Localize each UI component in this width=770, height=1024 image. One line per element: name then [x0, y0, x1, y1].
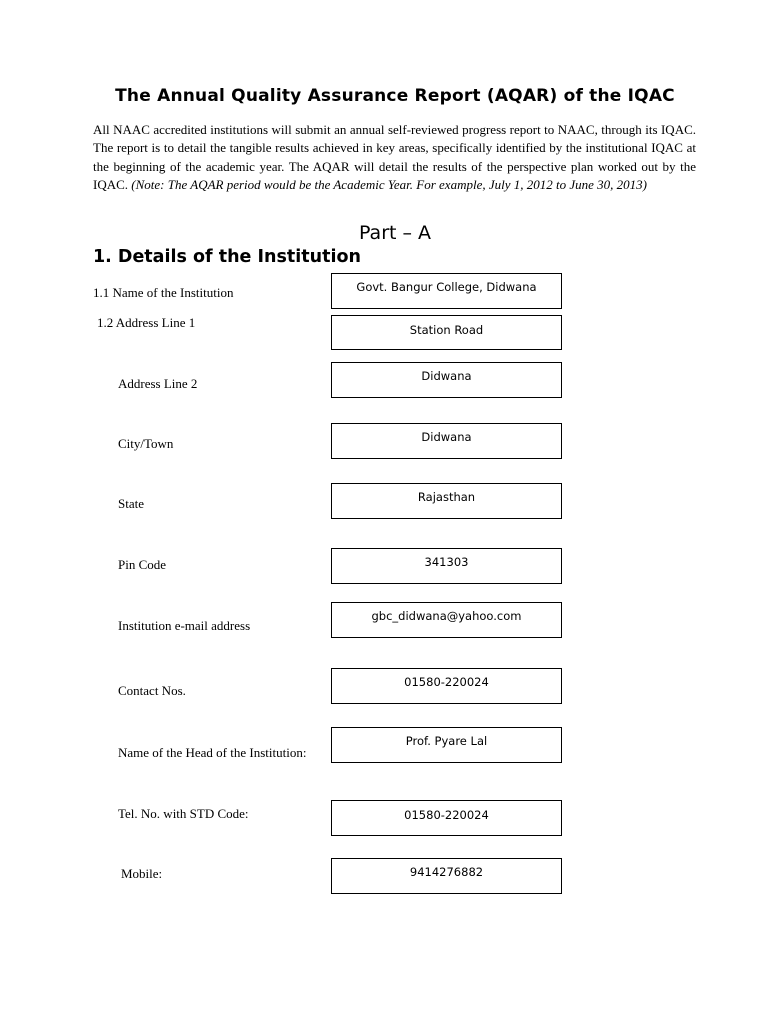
label-address-line-2: Address Line 2 [118, 376, 198, 391]
value-city-town[interactable]: Didwana [331, 423, 562, 459]
intro-text: All NAAC accredited institutions will submit an annual self-reviewed progress report to NAAC, through its IQAC. The report is to detail the tangible results achieved in key areas, specifically identified by the institutional IQAC at the beginning of the academic year. The AQAR will detail the results of the perspective plan worked out by the IQAC. [93, 122, 696, 193]
label-state: State [118, 496, 144, 511]
label-city-town: City/Town [118, 436, 174, 451]
intro-paragraph [93, 121, 696, 195]
value-contact-nos[interactable]: 01580-220024 [331, 668, 562, 704]
label-contact-nos: Contact Nos. [118, 683, 186, 698]
value-tel-no[interactable]: 01580-220024 [331, 800, 562, 836]
intro-note: (Note: The AQAR period would be the Academic Year. For example, July 1, 2012 to June 30, 2013) [131, 177, 647, 193]
value-mobile[interactable]: 9414276882 [331, 858, 562, 894]
label-institution-name: 1.1 Name of the Institution [93, 285, 234, 300]
label-address-line-1: 1.2 Address Line 1 [97, 315, 196, 330]
label-pin-code: Pin Code [118, 557, 167, 572]
label-head-of-institution: Name of the Head of the Institution: [118, 745, 307, 760]
label-tel-no: Tel. No. with STD Code: [118, 806, 249, 821]
value-email[interactable]: gbc_didwana@yahoo.com [331, 602, 562, 638]
label-mobile: Mobile: [121, 866, 163, 881]
value-address-line-2[interactable]: Didwana [331, 362, 562, 398]
value-address-line-1[interactable]: Station Road [331, 315, 562, 350]
label-email: Institution e-mail address [118, 618, 251, 633]
section-heading: 1. Details of the Institution [93, 247, 361, 267]
document-title: The Annual Quality Assurance Report (AQAR) of the IQAC [115, 86, 675, 106]
value-pin-code[interactable]: 341303 [331, 548, 562, 584]
value-head-of-institution[interactable]: Prof. Pyare Lal [331, 727, 562, 763]
value-state[interactable]: Rajasthan [331, 483, 562, 519]
part-heading: Part – A [358, 222, 432, 244]
value-institution-name[interactable]: Govt. Bangur College, Didwana [331, 273, 562, 309]
